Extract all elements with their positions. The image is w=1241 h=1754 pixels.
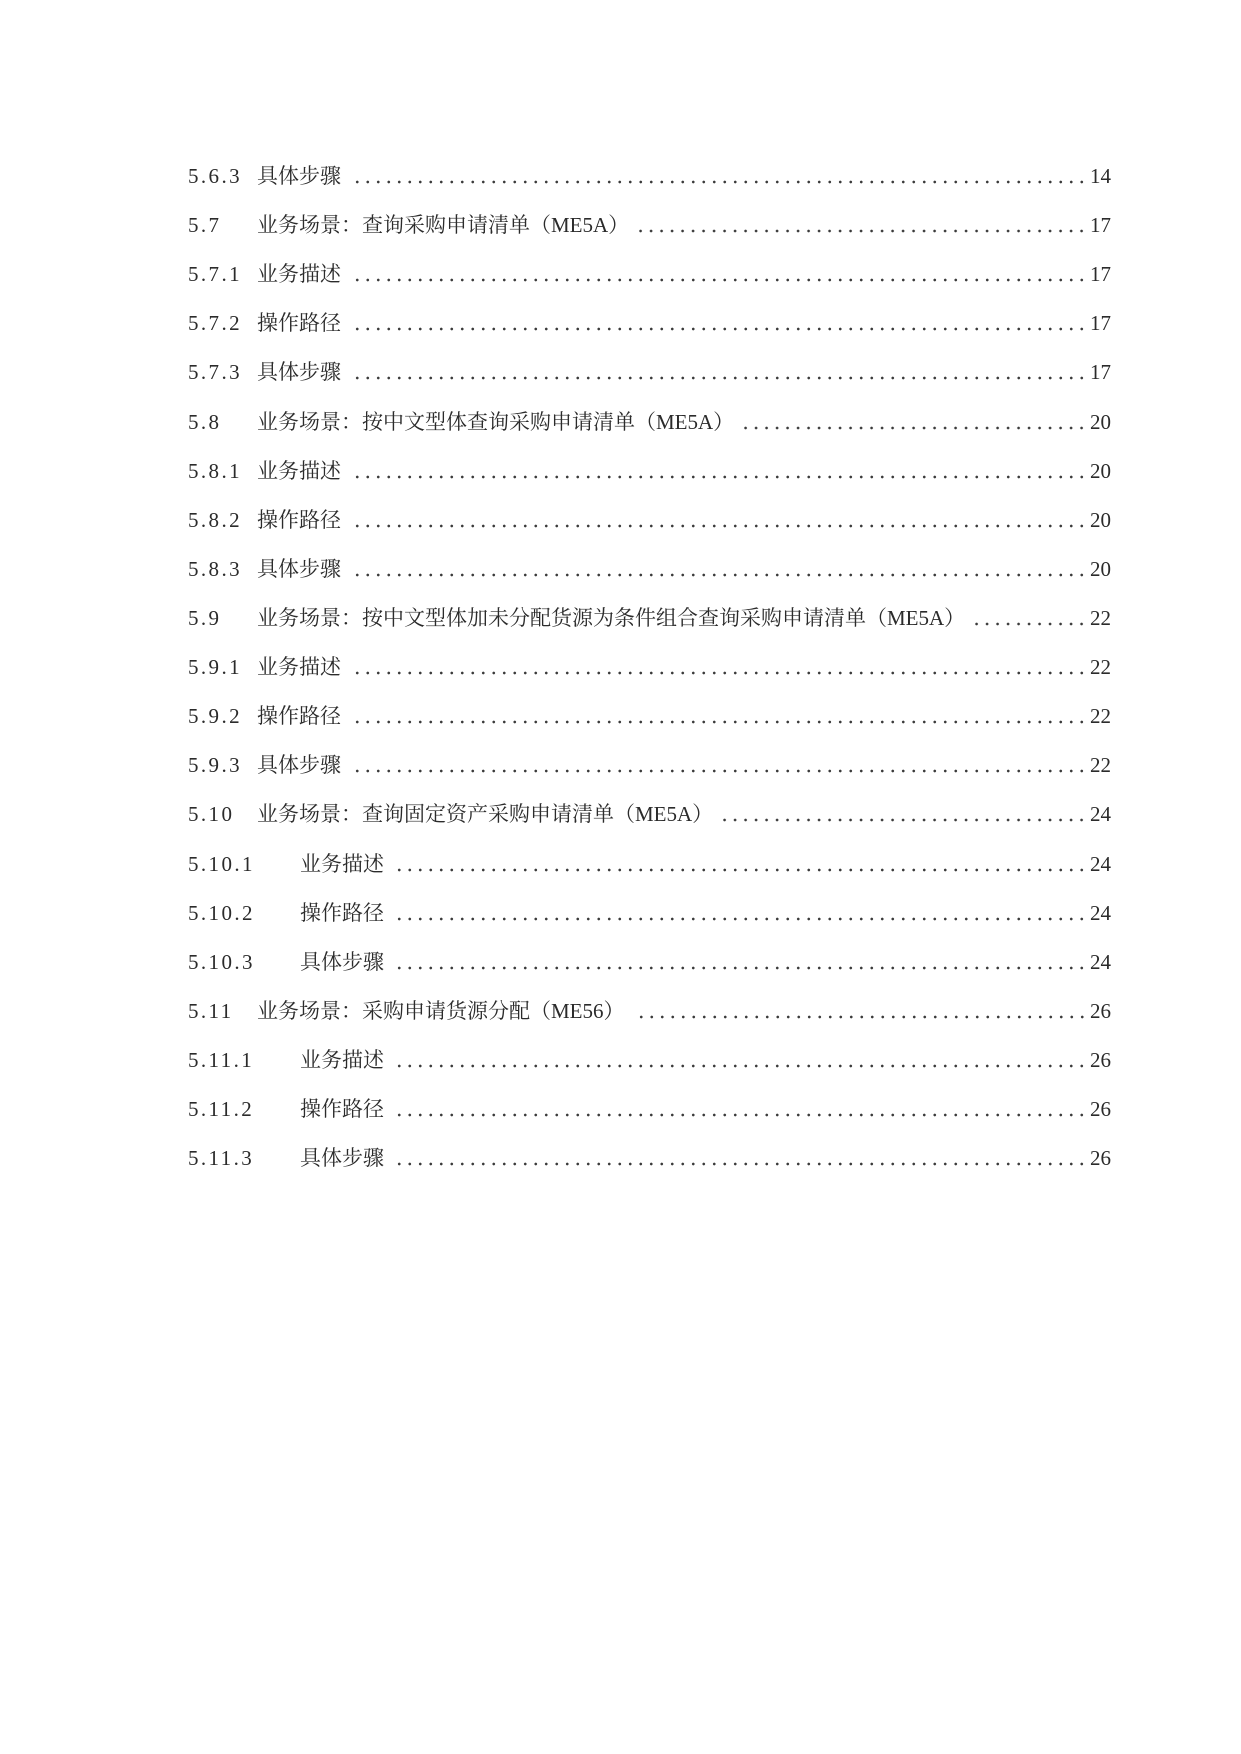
toc-leader-dots xyxy=(394,1036,1087,1085)
toc-entry[interactable] xyxy=(188,398,1111,447)
toc-entry-page-number: 17 xyxy=(1090,360,1111,385)
toc-entry-page-number: 20 xyxy=(1090,458,1111,483)
toc-entry[interactable] xyxy=(188,496,1111,545)
table-of-contents xyxy=(188,152,1111,1183)
toc-entry-number: 5.10.2 xyxy=(188,900,255,925)
toc-entry-number: 5.8.2 xyxy=(188,507,242,532)
toc-entry-number: 5.11.2 xyxy=(188,1097,255,1122)
toc-leader-dots xyxy=(351,741,1087,790)
toc-leader-dots xyxy=(394,889,1087,938)
toc-entry-number: 5.10.3 xyxy=(188,949,255,974)
toc-leader-dots xyxy=(635,987,1088,1036)
toc-leader-dots xyxy=(723,790,1087,839)
toc-entry-page-number: 26 xyxy=(1090,1097,1111,1122)
toc-entry-page-number: 22 xyxy=(1090,605,1111,630)
toc-entry-title: 业务描述 xyxy=(257,655,341,680)
toc-entry-page-number: 22 xyxy=(1090,704,1111,729)
toc-entry-title: 操作路径 xyxy=(257,704,341,729)
toc-entry-title: 操作路径 xyxy=(300,1097,384,1122)
toc-entry[interactable] xyxy=(188,840,1111,889)
toc-entry-page-number: 22 xyxy=(1090,753,1111,778)
toc-entry-page-number: 17 xyxy=(1090,311,1111,336)
toc-entry-page-number: 24 xyxy=(1090,851,1111,876)
toc-entry-title: 业务场景：按中文型体查询采购申请清单（ME5A） xyxy=(257,409,735,434)
toc-entry-page-number: 26 xyxy=(1090,1047,1111,1072)
toc-entry-page-number: 26 xyxy=(1090,998,1111,1023)
toc-entry-title: 具体步骤 xyxy=(300,949,384,974)
toc-entry-page-number: 26 xyxy=(1090,1146,1111,1171)
toc-leader-dots xyxy=(639,201,1087,250)
toc-entry-title: 业务描述 xyxy=(300,851,384,876)
toc-leader-dots xyxy=(351,348,1087,397)
toc-entry[interactable] xyxy=(188,299,1111,348)
toc-entry[interactable] xyxy=(188,790,1111,839)
toc-entry-title: 操作路径 xyxy=(257,311,341,336)
toc-entry-page-number: 20 xyxy=(1090,507,1111,532)
toc-entry-page-number: 22 xyxy=(1090,655,1111,680)
toc-entry-number: 5.10 xyxy=(188,802,235,827)
toc-entry[interactable] xyxy=(188,250,1111,299)
toc-entry[interactable] xyxy=(188,1036,1111,1085)
toc-leader-dots xyxy=(394,1085,1087,1134)
toc-entry-title: 业务描述 xyxy=(300,1047,384,1072)
toc-entry-number: 5.7.1 xyxy=(188,262,242,287)
toc-leader-dots xyxy=(394,938,1087,987)
toc-entry-page-number: 20 xyxy=(1090,409,1111,434)
toc-leader-dots xyxy=(394,840,1087,889)
toc-leader-dots xyxy=(351,545,1087,594)
toc-entry-title: 业务场景：采购申请货源分配（ME56） xyxy=(257,998,625,1023)
toc-entry-page-number: 17 xyxy=(1090,213,1111,238)
toc-leader-dots xyxy=(351,496,1087,545)
toc-leader-dots xyxy=(351,250,1087,299)
toc-entry-page-number: 24 xyxy=(1090,900,1111,925)
toc-entry[interactable] xyxy=(188,152,1111,201)
toc-entry[interactable] xyxy=(188,643,1111,692)
toc-leader-dots xyxy=(351,152,1087,201)
toc-leader-dots xyxy=(351,447,1087,496)
toc-entry-number: 5.8 xyxy=(188,409,222,434)
toc-entry-title: 业务场景：按中文型体加未分配货源为条件组合查询采购申请清单（ME5A） xyxy=(257,605,966,630)
toc-entry[interactable] xyxy=(188,201,1111,250)
toc-entry[interactable] xyxy=(188,692,1111,741)
toc-entry-page-number: 20 xyxy=(1090,556,1111,581)
toc-entry[interactable] xyxy=(188,545,1111,594)
toc-entry[interactable] xyxy=(188,938,1111,987)
toc-entry-number: 5.9.3 xyxy=(188,753,242,778)
toc-entry-number: 5.8.3 xyxy=(188,556,242,581)
toc-entry-number: 5.7 xyxy=(188,213,222,238)
toc-entry[interactable] xyxy=(188,1085,1111,1134)
toc-entry-title: 业务场景：查询固定资产采购申请清单（ME5A） xyxy=(257,802,714,827)
toc-entry-number: 5.11.1 xyxy=(188,1047,255,1072)
toc-entry-number: 5.8.1 xyxy=(188,458,242,483)
toc-leader-dots xyxy=(394,1134,1087,1183)
toc-entry-number: 5.7.2 xyxy=(188,311,242,336)
toc-leader-dots xyxy=(744,398,1087,447)
toc-entry-title: 操作路径 xyxy=(300,900,384,925)
toc-entry-number: 5.6.3 xyxy=(188,164,242,188)
toc-entry[interactable] xyxy=(188,987,1111,1036)
toc-entry-title: 操作路径 xyxy=(257,507,341,532)
toc-entry-number: 5.11.3 xyxy=(188,1146,255,1171)
toc-leader-dots xyxy=(975,594,1087,643)
toc-entry[interactable] xyxy=(188,594,1111,643)
toc-entry-number: 5.10.1 xyxy=(188,851,255,876)
toc-entry-number: 5.9.1 xyxy=(188,655,242,680)
toc-entry-page-number: 17 xyxy=(1090,262,1111,287)
toc-entry[interactable] xyxy=(188,1134,1111,1183)
toc-entry[interactable] xyxy=(188,447,1111,496)
toc-entry-number: 5.11 xyxy=(188,998,234,1023)
toc-entry-title: 具体步骤 xyxy=(257,556,341,581)
toc-entry-title: 业务描述 xyxy=(257,262,341,287)
toc-entry-number: 5.9.2 xyxy=(188,704,242,729)
toc-entry[interactable] xyxy=(188,348,1111,397)
toc-entry-title: 具体步骤 xyxy=(257,753,341,778)
toc-entry-title: 具体步骤 xyxy=(257,164,341,188)
toc-leader-dots xyxy=(351,692,1087,741)
toc-entry-title: 具体步骤 xyxy=(257,360,341,385)
toc-entry-number: 5.9 xyxy=(188,605,222,630)
toc-entry[interactable] xyxy=(188,741,1111,790)
toc-entry-title: 业务描述 xyxy=(257,458,341,483)
toc-leader-dots xyxy=(351,643,1087,692)
toc-entry-title: 业务场景：查询采购申请清单（ME5A） xyxy=(257,213,630,238)
toc-entry-page-number: 24 xyxy=(1090,949,1111,974)
toc-entry-page-number: 14 xyxy=(1090,164,1111,188)
toc-entry-page-number: 24 xyxy=(1090,802,1111,827)
toc-entry-number: 5.7.3 xyxy=(188,360,242,385)
toc-leader-dots xyxy=(351,299,1087,348)
toc-entry-title: 具体步骤 xyxy=(300,1146,384,1171)
toc-entry[interactable] xyxy=(188,889,1111,938)
